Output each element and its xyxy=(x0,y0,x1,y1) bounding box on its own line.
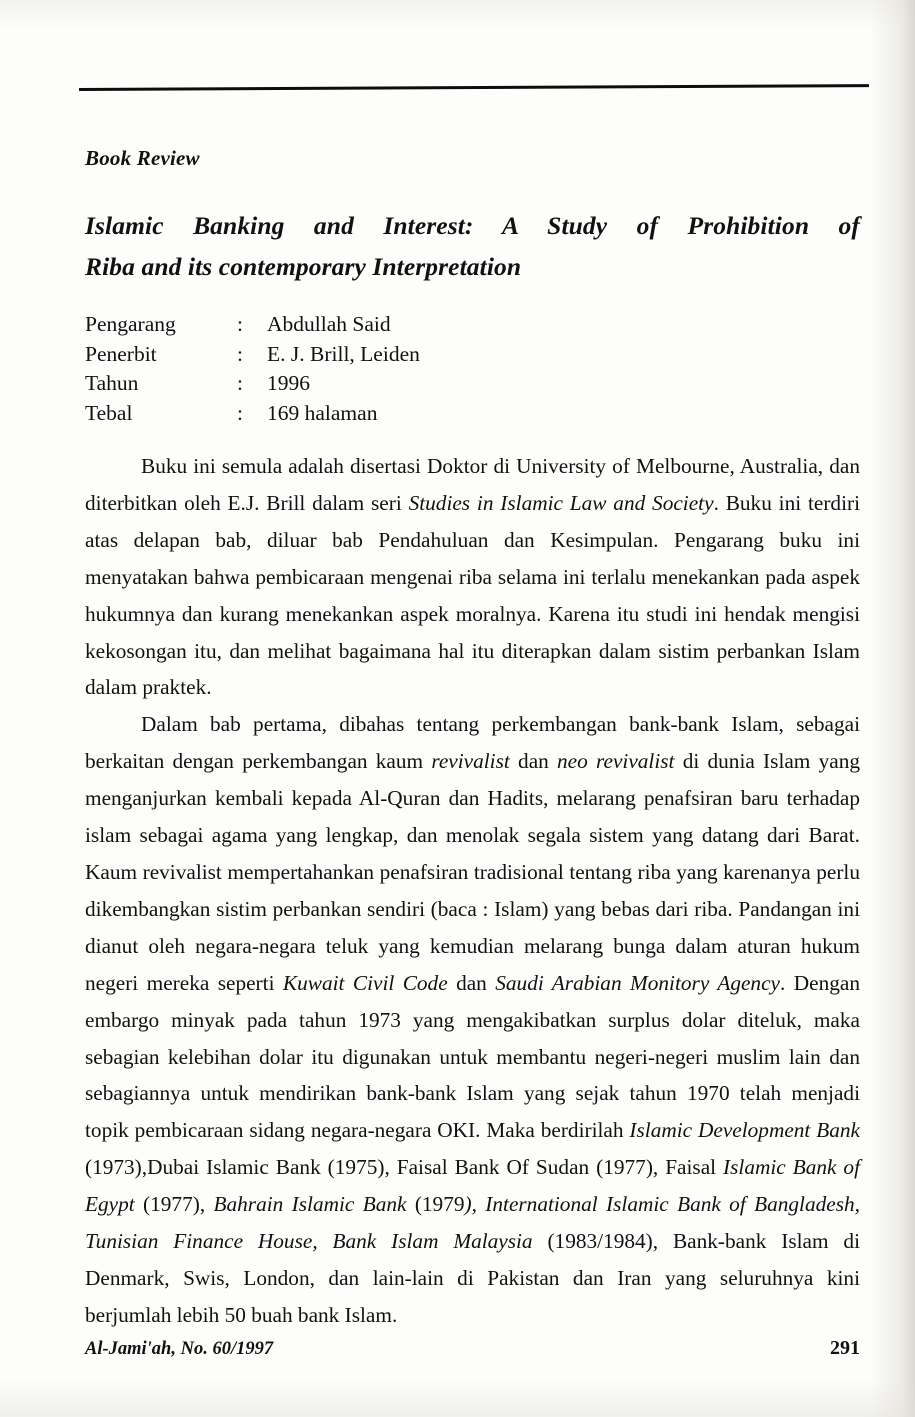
metadata-row xyxy=(85,310,645,340)
metadata-value-author: Abdullah Said xyxy=(267,312,391,336)
page-title xyxy=(85,205,860,287)
page-title-line-2: Riba and its contemporary Interpretation xyxy=(85,252,522,281)
paragraph-2-text-part: (1973),Dubai Islamic Bank (1975), Faisal Bank Of Sudan (1977), Faisal xyxy=(85,1155,724,1180)
paragraph-2-text-part: (1979 xyxy=(406,1192,465,1217)
paragraph-2-text-part: dan xyxy=(509,749,558,774)
footer-page-number: 291 xyxy=(830,1337,860,1359)
metadata-row xyxy=(85,369,645,399)
paragraph-2-term-neo-revivalist: neo revivalist xyxy=(557,749,675,774)
page-title-line-1: Islamic Banking and Interest: A Study of Prohibition of xyxy=(85,211,860,240)
paragraph-2-title-kuwait-civil-code: Kuwait Civil Code xyxy=(282,970,448,995)
book-metadata xyxy=(85,310,645,428)
footer-journal-citation: Al-Jami'ah, No. 60/1997 xyxy=(85,1339,274,1359)
body-paragraph-2 xyxy=(85,706,860,1333)
page-footer xyxy=(85,1337,860,1360)
metadata-separator: : xyxy=(237,400,243,425)
metadata-separator: : xyxy=(237,371,243,395)
metadata-value-pages: 169 halaman xyxy=(267,400,378,425)
paragraph-2-text-part: dan xyxy=(447,970,496,995)
header-rule xyxy=(79,84,869,91)
paragraph-2-text-part: . Dengan embargo minyak pada tahun 1973 yang mengakibatkan surplus dolar diteluk, maka sebagian kelebihan dolar itu digunakan untuk membantu negeri-negeri muslim lain dan sebagiannya untuk mendirikan bank-bank Islam yang sejak tahun 1970 telah menjadi topik pembicaraan sidang negara-negara OKI. Maka berdirilah xyxy=(85,970,860,1143)
paragraph-2-text-part: (1977), xyxy=(134,1192,214,1217)
body-paragraph-1 xyxy=(85,448,860,706)
metadata-row xyxy=(85,399,645,429)
paragraph-1-text-part: . Buku ini terdiri atas delapan bab, diluar bab Pendahuluan dan Kesimpulan. Pengarang buku ini menyatakan bahwa pembicaraan mengenai riba selama ini terlalu menekankan pada aspek hukumnya dan kurang menekankan aspek moralnya. Karena itu studi ini hendak mengisi kekosongan itu, dan melihat bagaimana hal itu diterapkan dalam sistim perbankan Islam dalam praktek. xyxy=(85,490,860,700)
metadata-separator: : xyxy=(237,341,243,366)
paragraph-2-text-part: Dalam bab pertama, dibahas tentang perkembangan bank-bank Islam, sebagai berkaitan dengan perkembangan kaum xyxy=(85,712,860,774)
metadata-separator: : xyxy=(237,312,243,336)
metadata-label: Pengarang xyxy=(85,312,176,336)
metadata-label: Tebal xyxy=(85,400,133,425)
scan-shadow-right xyxy=(869,0,915,1417)
metadata-label: Tahun xyxy=(85,371,139,395)
paragraph-2-bank-islamic-development-bank: Islamic Development Bank xyxy=(629,1118,860,1143)
paragraph-2-title-saudi-arabian-monitory-agency: Saudi Arabian Monitory Agency xyxy=(495,970,780,995)
page-content xyxy=(85,0,860,1417)
paragraph-2-bank-list-italic: ), International Islamic Bank of Bangladesh, Tunisian Finance House, Bank Islam Malaysia xyxy=(85,1192,860,1254)
paragraph-2-bank-bahrain-islamic-bank: Bahrain Islamic Bank xyxy=(213,1192,407,1217)
paragraph-2-term-revivalist: revivalist xyxy=(431,749,510,774)
paragraph-2-text-part: di dunia Islam yang menganjurkan kembali kepada Al-Quran dan Hadits, melarang penafsiran baru terhadap islam sebagai agama yang lengkap, dan menolak segala sistem yang datang dari Barat. Kaum revivalist mempertahankan penafsiran tradisional tentang riba yang karenanya perlu dikembangkan sistim perbankan sendiri (baca : Islam) yang bebas dari riba. Pandangan ini dianut oleh negara-negara teluk yang kemudian melarang bunga dalam aturan hukum negeri mereka seperti xyxy=(85,749,861,995)
review-body xyxy=(85,448,860,1334)
metadata-value-year: 1996 xyxy=(267,371,310,395)
metadata-value-publisher: E. J. Brill, Leiden xyxy=(267,341,420,366)
paragraph-2-bank-islamic-bank-of-egypt: Islamic Bank of Egypt xyxy=(85,1155,860,1217)
metadata-label: Penerbit xyxy=(85,341,157,366)
paragraph-1-title-series: Studies in Islamic Law and Society xyxy=(408,490,714,515)
paragraph-2-text-part: (1983/1984), Bank-bank Islam di Denmark, Swis, London, dan lain-lain di Pakistan dan Iran yang seluruhnya kini berjumlah lebih 50 buah bank Islam. xyxy=(85,1229,861,1327)
metadata-row xyxy=(85,340,645,370)
section-kicker: Book Review xyxy=(85,146,200,170)
paragraph-1-text-part: Buku ini semula adalah disertasi Doktor di University of Melbourne, Australia, dan diterbitkan oleh E.J. Brill dalam seri xyxy=(85,454,860,515)
